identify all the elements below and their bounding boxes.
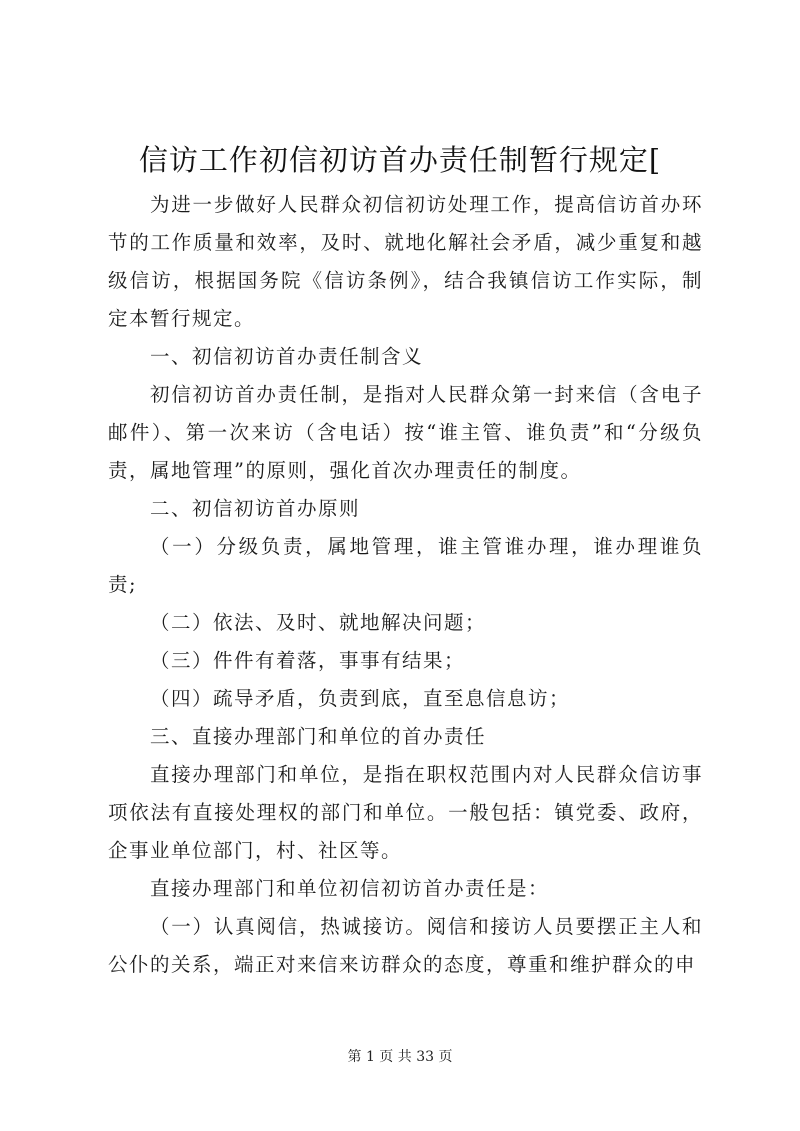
paragraph-responsibility-intro: 直接办理部门和单位初信初访首办责任是： (150, 877, 550, 900)
section-heading-2: 二、初信初访首办原则 (150, 497, 361, 520)
document-title: 信访工作初信初访首办责任制暂行规定[ (138, 143, 662, 177)
principle-item-2: （二）依法、及时、就地解决问题； (150, 611, 487, 634)
principle-item-1: （一）分级负责，属地管理，谁主管谁办理，谁办理谁负责; (108, 535, 703, 596)
paragraph-direct-units: 直接办理部门和单位，是指在职权范围内对人民群众信访事项依法有直接处理权的部门和单位。一般包括：镇党委、政府，企事业单位部门，村、社区等。 (108, 763, 703, 862)
document-body (108, 186, 703, 984)
section-heading-3: 三、直接办理部门和单位的首办责任 (150, 725, 487, 748)
page-number-footer: 第 1 页 共 33 页 (347, 1049, 453, 1065)
paragraph-definition: 初信初访首办责任制，是指对人民群众第一封来信（含电子邮件）、第一次来访（含电话）按“谁主管、谁负责”和“分级负责，属地管理”的原则，强化首次办理责任的制度。 (108, 383, 703, 482)
paragraph-intro: 为进一步做好人民群众初信初访处理工作，提高信访首办环节的工作质量和效率，及时、就地化解社会矛盾，减少重复和越级信访，根据国务院《信访条例》，结合我镇信访工作实际，制定本暂行规定。 (108, 193, 703, 330)
section-heading-1: 一、初信初访首办责任制含义 (150, 345, 424, 368)
principle-item-4: （四）疏导矛盾，负责到底，直至息信息访； (150, 687, 571, 710)
principle-item-3: （三）件件有着落，事事有结果； (150, 649, 466, 672)
responsibility-item-1: （一）认真阅信，热诚接访。阅信和接访人员要摆正主人和公仆的关系，端正对来信来访群众的态度，尊重和维护群众的申 (108, 915, 703, 976)
